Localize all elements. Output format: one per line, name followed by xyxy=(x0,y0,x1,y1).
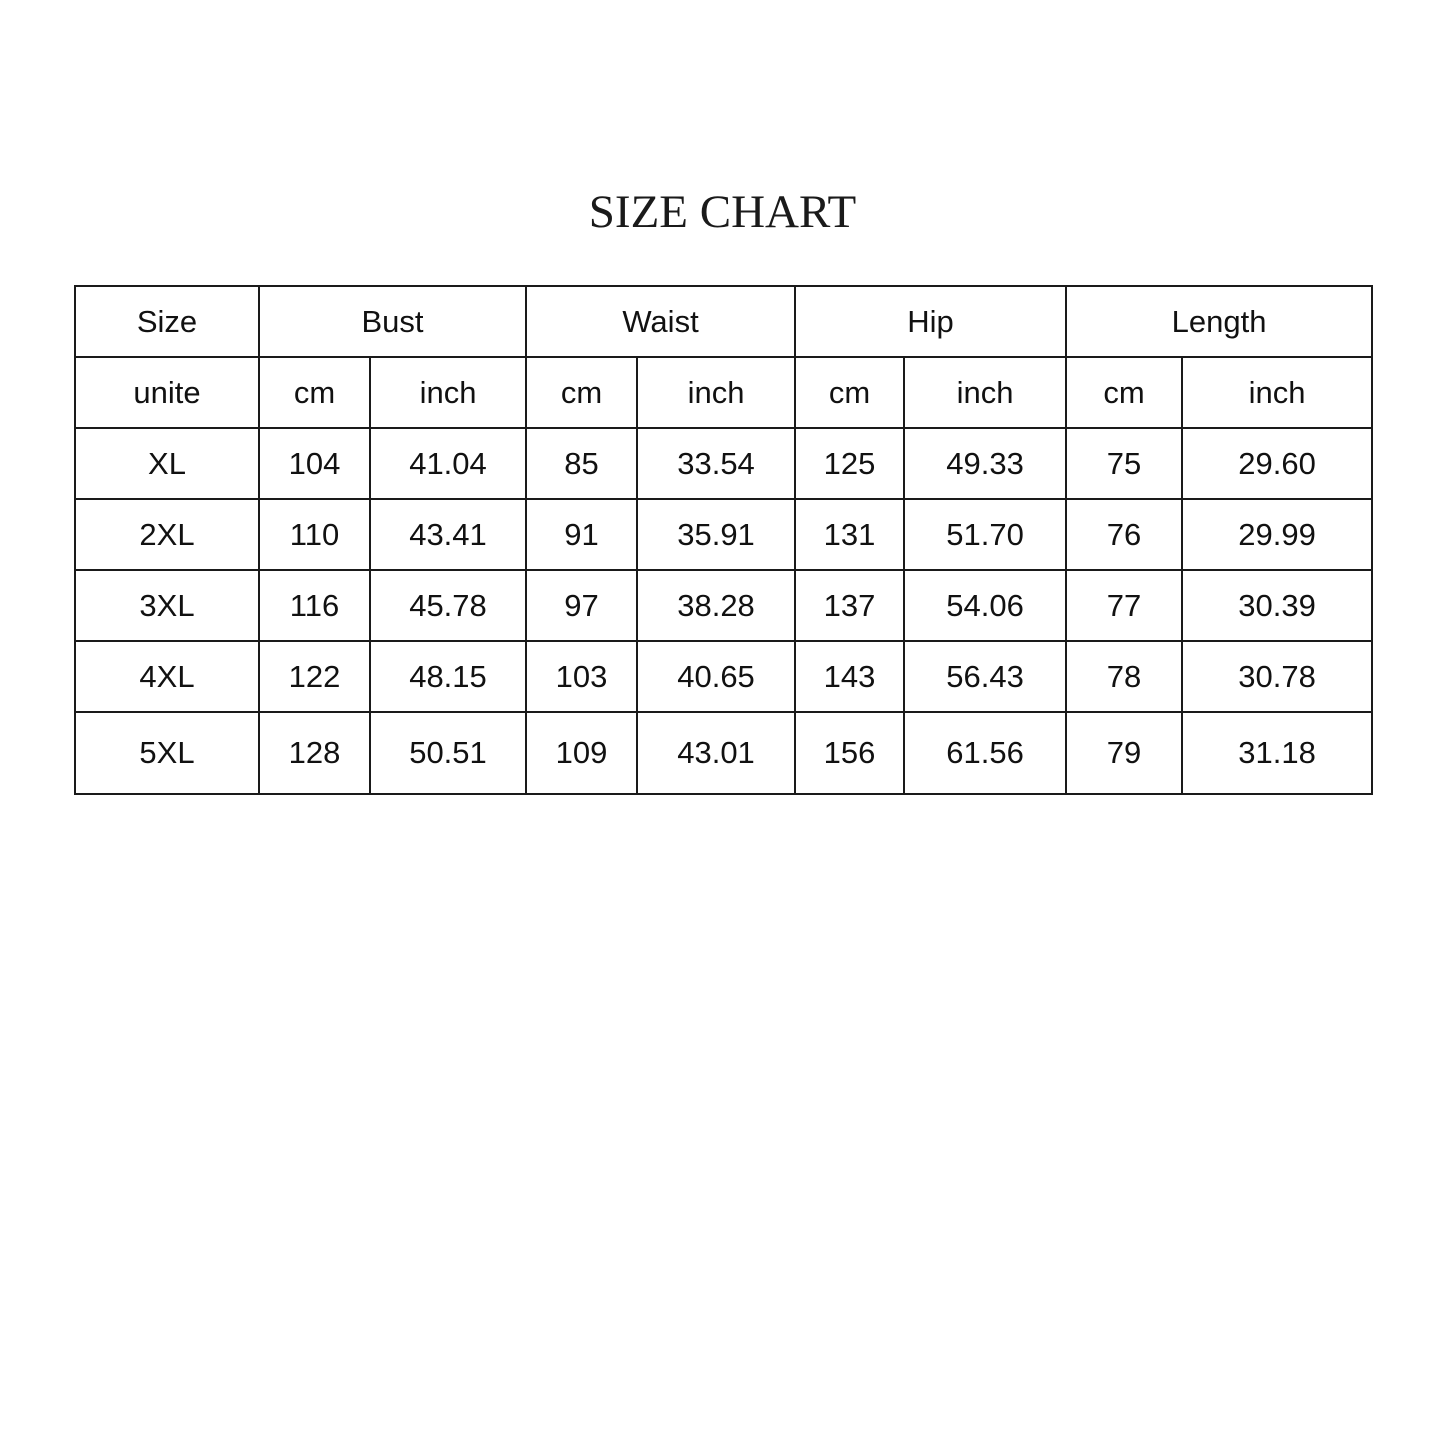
table-row xyxy=(75,499,1372,570)
value-cell: 61.56 xyxy=(904,712,1066,794)
value-cell: 104 xyxy=(259,428,370,499)
unit-cell: cm xyxy=(795,357,904,428)
unit-cell: inch xyxy=(637,357,795,428)
value-cell: 40.65 xyxy=(637,641,795,712)
size-chart-table xyxy=(74,285,1373,795)
value-cell: 54.06 xyxy=(904,570,1066,641)
value-cell: 30.39 xyxy=(1182,570,1372,641)
table-row xyxy=(75,712,1372,794)
value-cell: 156 xyxy=(795,712,904,794)
value-cell: 131 xyxy=(795,499,904,570)
value-cell: 110 xyxy=(259,499,370,570)
value-cell: 29.60 xyxy=(1182,428,1372,499)
value-cell: 38.28 xyxy=(637,570,795,641)
unit-cell: cm xyxy=(1066,357,1182,428)
value-cell: 125 xyxy=(795,428,904,499)
value-cell: 77 xyxy=(1066,570,1182,641)
value-cell: 51.70 xyxy=(904,499,1066,570)
value-cell: 85 xyxy=(526,428,637,499)
value-cell: 29.99 xyxy=(1182,499,1372,570)
size-cell: 4XL xyxy=(75,641,259,712)
value-cell: 78 xyxy=(1066,641,1182,712)
size-cell: 5XL xyxy=(75,712,259,794)
value-cell: 128 xyxy=(259,712,370,794)
size-cell: XL xyxy=(75,428,259,499)
header-length: Length xyxy=(1066,286,1372,357)
value-cell: 45.78 xyxy=(370,570,526,641)
value-cell: 31.18 xyxy=(1182,712,1372,794)
unit-cell: inch xyxy=(1182,357,1372,428)
page-title: SIZE CHART xyxy=(588,186,857,238)
value-cell: 143 xyxy=(795,641,904,712)
size-cell: 3XL xyxy=(75,570,259,641)
units-row xyxy=(75,357,1372,428)
table-row xyxy=(75,428,1372,499)
header-size: Size xyxy=(75,286,259,357)
value-cell: 43.01 xyxy=(637,712,795,794)
value-cell: 76 xyxy=(1066,499,1182,570)
value-cell: 41.04 xyxy=(370,428,526,499)
value-cell: 56.43 xyxy=(904,641,1066,712)
value-cell: 33.54 xyxy=(637,428,795,499)
value-cell: 116 xyxy=(259,570,370,641)
value-cell: 91 xyxy=(526,499,637,570)
unit-cell: inch xyxy=(370,357,526,428)
size-cell: 2XL xyxy=(75,499,259,570)
value-cell: 137 xyxy=(795,570,904,641)
value-cell: 50.51 xyxy=(370,712,526,794)
unit-cell: cm xyxy=(259,357,370,428)
value-cell: 103 xyxy=(526,641,637,712)
value-cell: 122 xyxy=(259,641,370,712)
value-cell: 97 xyxy=(526,570,637,641)
value-cell: 48.15 xyxy=(370,641,526,712)
unit-cell: cm xyxy=(526,357,637,428)
value-cell: 43.41 xyxy=(370,499,526,570)
value-cell: 109 xyxy=(526,712,637,794)
header-bust: Bust xyxy=(259,286,526,357)
header-hip: Hip xyxy=(795,286,1066,357)
value-cell: 30.78 xyxy=(1182,641,1372,712)
table-row xyxy=(75,641,1372,712)
table-row xyxy=(75,570,1372,641)
header-waist: Waist xyxy=(526,286,795,357)
units-label: unite xyxy=(75,357,259,428)
value-cell: 79 xyxy=(1066,712,1182,794)
value-cell: 35.91 xyxy=(637,499,795,570)
value-cell: 49.33 xyxy=(904,428,1066,499)
unit-cell: inch xyxy=(904,357,1066,428)
value-cell: 75 xyxy=(1066,428,1182,499)
header-row xyxy=(75,286,1372,357)
